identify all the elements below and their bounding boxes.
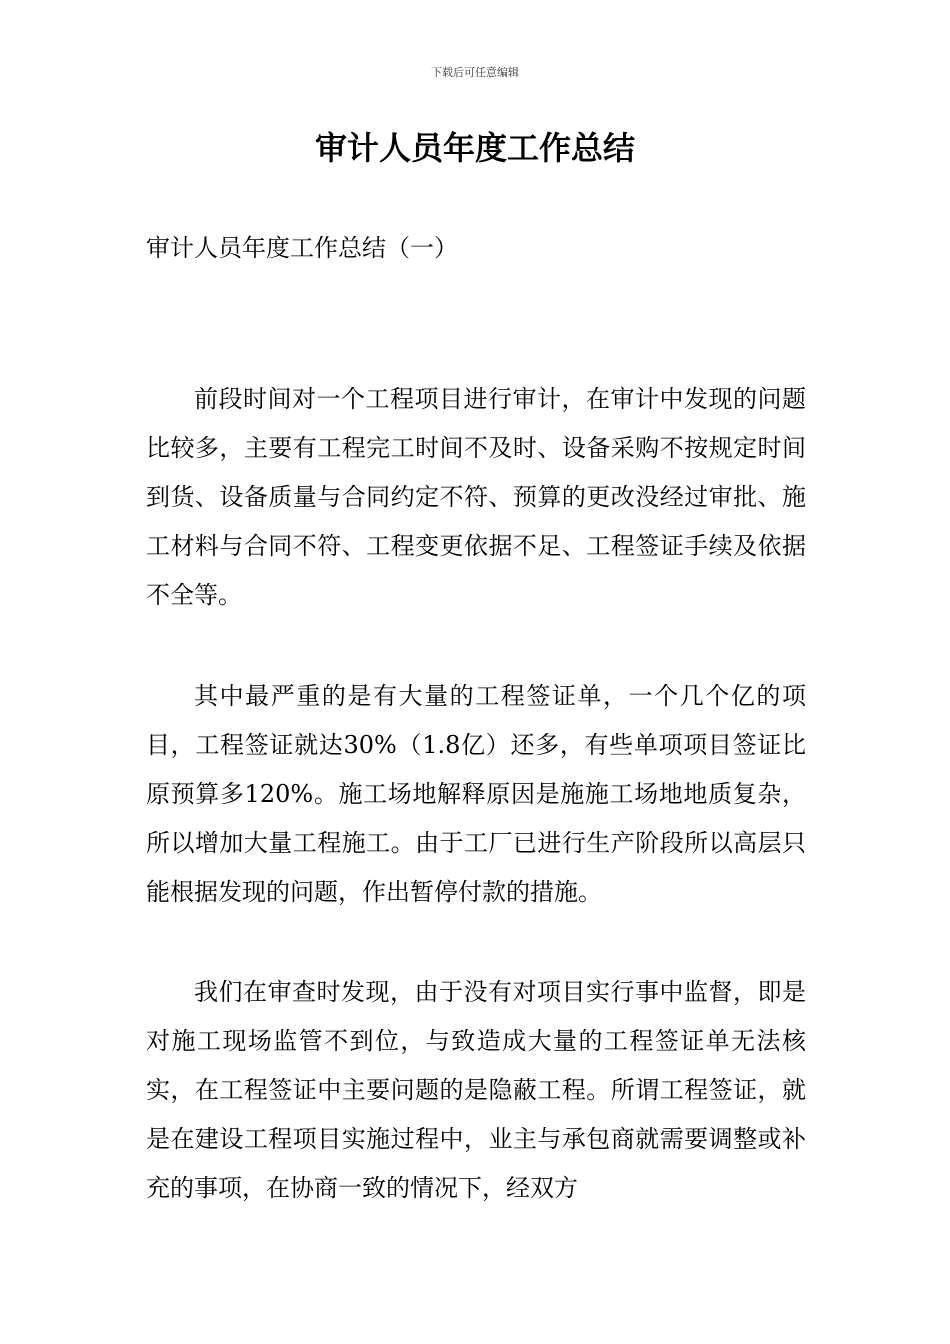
paragraph-1: 前段时间对一个工程项目进行审计，在审计中发现的问题比较多，主要有工程完工时间不及时、设备采购不按规定时间到货、设备质量与合同约定不符、预算的更改没经过审批、施工材料与合同不符、工程变更依据不足、工程签证手续及依据不全等。 bbox=[146, 385, 806, 609]
header-note: 下载后可任意编辑 bbox=[431, 66, 519, 79]
document-title: 审计人员年度工作总结 bbox=[314, 129, 635, 167]
section-subtitle: 审计人员年度工作总结（一） bbox=[146, 234, 458, 262]
paragraph-2: 其中最严重的是有大量的工程签证单，一个几个亿的项目，工程签证就达30%（1.8亿）还多，有些单项项目签证比原预算多120%。施工场地解释原因是施施工场地地质复杂，所以增加大量工程施工。由于工厂已进行生产阶段所以高层只能根据发现的问题，作出暂停付款的措施。 bbox=[146, 682, 806, 906]
paragraph-3: 我们在审查时发现，由于没有对项目实行事中监督，即是对施工现场监管不到位，与致造成大量的工程签证单无法核实，在工程签证中主要问题的是隐蔽工程。所谓工程签证，就是在建设工程项目实施过程中，业主与承包商就需要调整或补充的事项，在协商一致的情况下，经双方 bbox=[146, 978, 806, 1202]
